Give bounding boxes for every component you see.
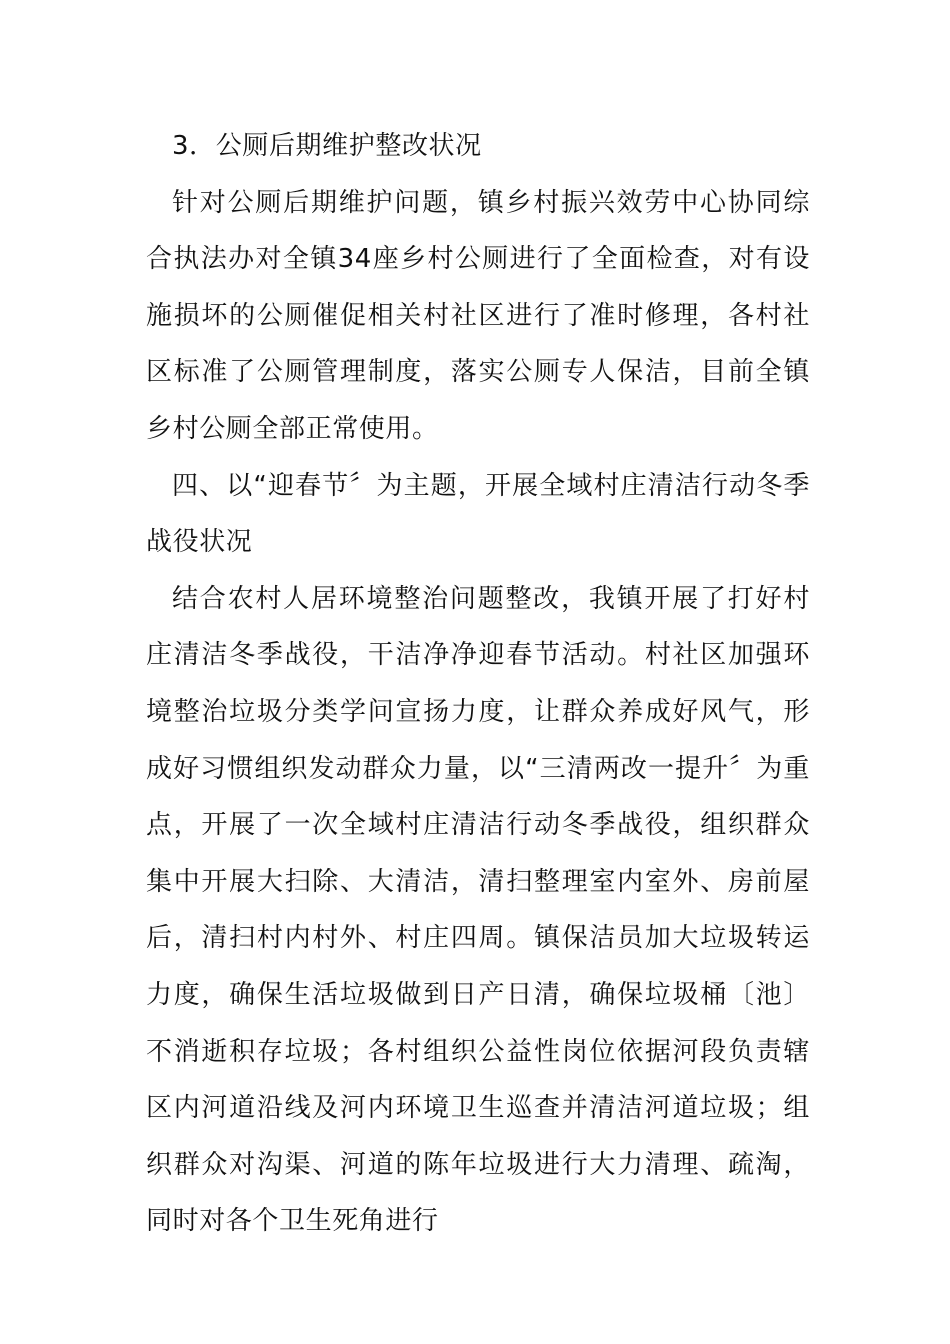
paragraph-toilet-maintenance: 针对公厕后期维护问题，镇乡村振兴效劳中心协同综合执法办对全镇34座乡村公厕进行了全面检查，对有设施损坏的公厕催促相关村社区进行了准时修理，各村社区标准了公厕管理制度，落实公厕专人保洁，目前全镇乡村公厕全部正常使用。 (146, 187, 810, 444)
section-heading-spring-festival-campaign: 四、以“迎春节〞为主题，开展全域村庄清洁行动冬季战役状况 (146, 470, 810, 558)
section-heading-toilet-maintenance: 3．公厕后期维护整改状况 (172, 131, 482, 161)
paragraph-village-cleaning: 结合农村人居环境整治问题整改，我镇开展了打好村庄清洁冬季战役，干洁净净迎春节活动。村社区加强环境整治垃圾分类学问宣扬力度，让群众养成好风气，形成好习惯组织发动群众力量，以“三清两改一提升〞为重点，开展了一次全域村庄清洁行动冬季战役，组织群众集中开展大扫除、大清洁，清扫整理室内室外、房前屋后，清扫村内村外、村庄四周。镇保洁员加大垃圾转运力度，确保生活垃圾做到日产日清，确保垃圾桶〔池〕不消逝积存垃圾；各村组织公益性岗位依据河段负责辖区内河道沿线及河内环境卫生巡查并清洁河道垃圾；组织群众对沟渠、河道的陈年垃圾进行大力清理、疏淘，同时对各个卫生死角进行 (146, 583, 810, 1237)
document-body (146, 118, 810, 1250)
